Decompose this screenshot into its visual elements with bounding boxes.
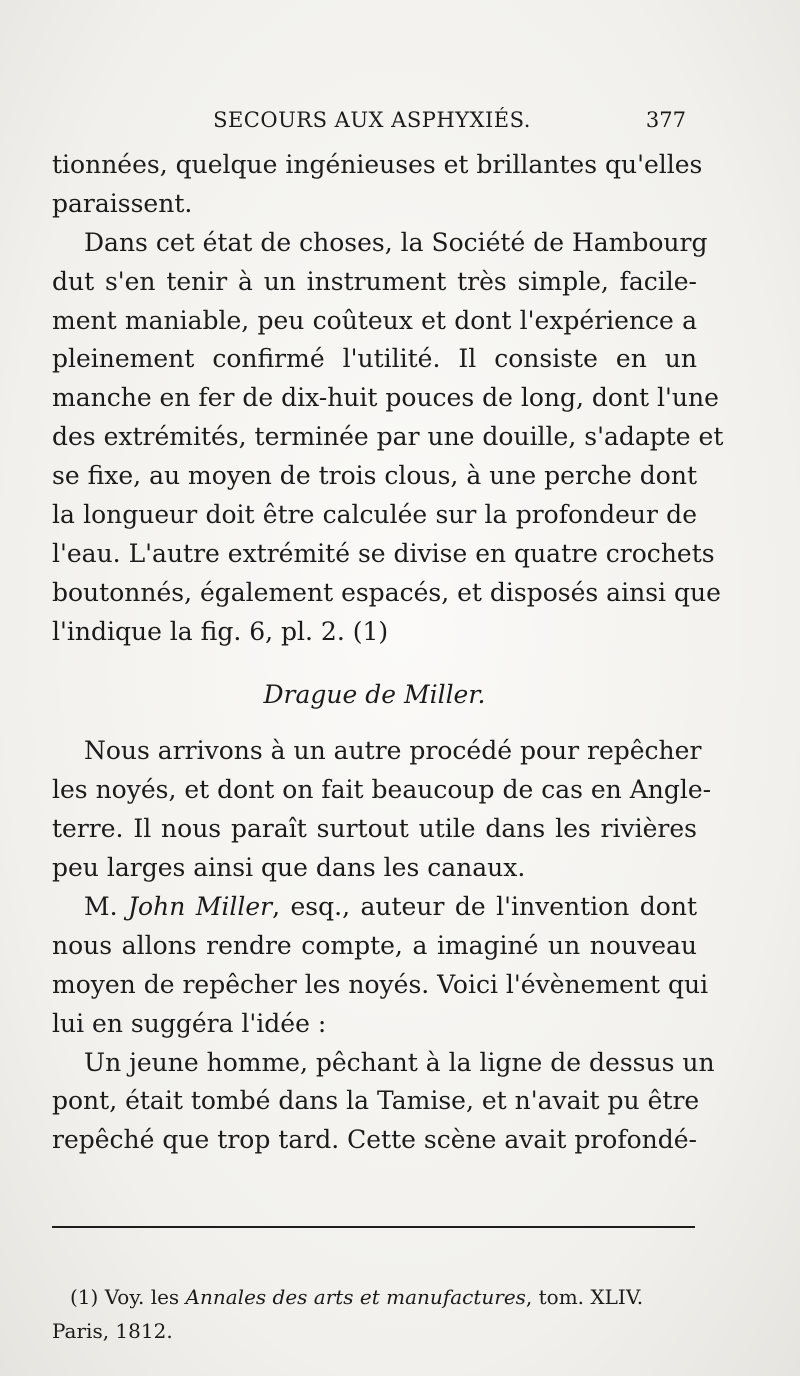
page-header	[52, 100, 692, 140]
text-line: Dans cet état de choses, la Société de Hambourg	[84, 227, 708, 257]
text-line: la longueur doit être calculée sur la profondeur de	[52, 500, 697, 530]
text-line: des extrémités, terminée par une douille, s'adapte et	[52, 422, 724, 452]
page-number: 377	[645, 108, 686, 132]
text-line: peu larges ainsi que dans les canaux.	[52, 853, 526, 883]
text-line: ment maniable, peu coûteux et dont l'expérience a	[52, 305, 697, 335]
text-line: l'eau. L'autre extrémité se divise en quatre crochets	[52, 538, 715, 568]
text-line: l'indique la fig. 6, pl. 2. (1)	[52, 616, 389, 646]
text-line: paraissent.	[52, 188, 193, 218]
text-fragment: , esq., auteur de l'invention dont	[272, 892, 697, 922]
footnote-divider	[52, 1226, 695, 1228]
footnote-line: Paris, 1812.	[52, 1319, 173, 1343]
title-prefix: M.	[84, 892, 129, 922]
footnote-marker: (1) Voy. les	[70, 1285, 186, 1309]
body-text	[52, 146, 724, 1160]
text-line: les noyés, et dont on fait beaucoup de cas en Angle-	[52, 775, 712, 805]
text-line: terre. Il nous paraît surtout utile dans les rivières	[52, 814, 697, 844]
footnote	[52, 1280, 697, 1348]
text-line: Un jeune homme, pêchant à la ligne de dessus un	[84, 1047, 715, 1077]
text-line: se fixe, au moyen de trois clous, à une perche dont	[52, 461, 697, 491]
running-title: SECOURS AUX ASPHYXIÉS.	[213, 108, 531, 132]
text-line: nous allons rendre compte, a imaginé un nouveau	[52, 930, 697, 960]
text-line: Nous arrivons à un autre procédé pour repêcher	[84, 736, 702, 766]
text-line	[52, 888, 697, 927]
text-line: moyen de repêcher les noyés. Voici l'évènement qui	[52, 969, 709, 999]
text-line: pont, était tombé dans la Tamise, et n'avait pu être	[52, 1086, 700, 1116]
text-line: repêché que trop tard. Cette scène avait profondé-	[52, 1125, 697, 1155]
footnote-title: Annales des arts et manufactures	[185, 1285, 526, 1309]
person-name: John Miller	[128, 892, 273, 922]
section-subheading: Drague de Miller.	[263, 679, 486, 709]
text-line: dut s'en tenir à un instrument très simple, facile-	[52, 266, 697, 296]
text-line: manche en fer de dix-huit pouces de long, dont l'une	[52, 383, 719, 413]
text-line: pleinement confirmé l'utilité. Il consiste en un	[52, 344, 697, 374]
text-line: boutonnés, également espacés, et disposés ainsi que	[52, 577, 721, 607]
text-line: tionnées, quelque ingénieuses et brillantes qu'elles	[52, 150, 703, 179]
footnote-rest: , tom. XLIV.	[525, 1285, 644, 1309]
text-line: lui en suggéra l'idée :	[52, 1008, 327, 1038]
footnote-line	[52, 1280, 697, 1314]
